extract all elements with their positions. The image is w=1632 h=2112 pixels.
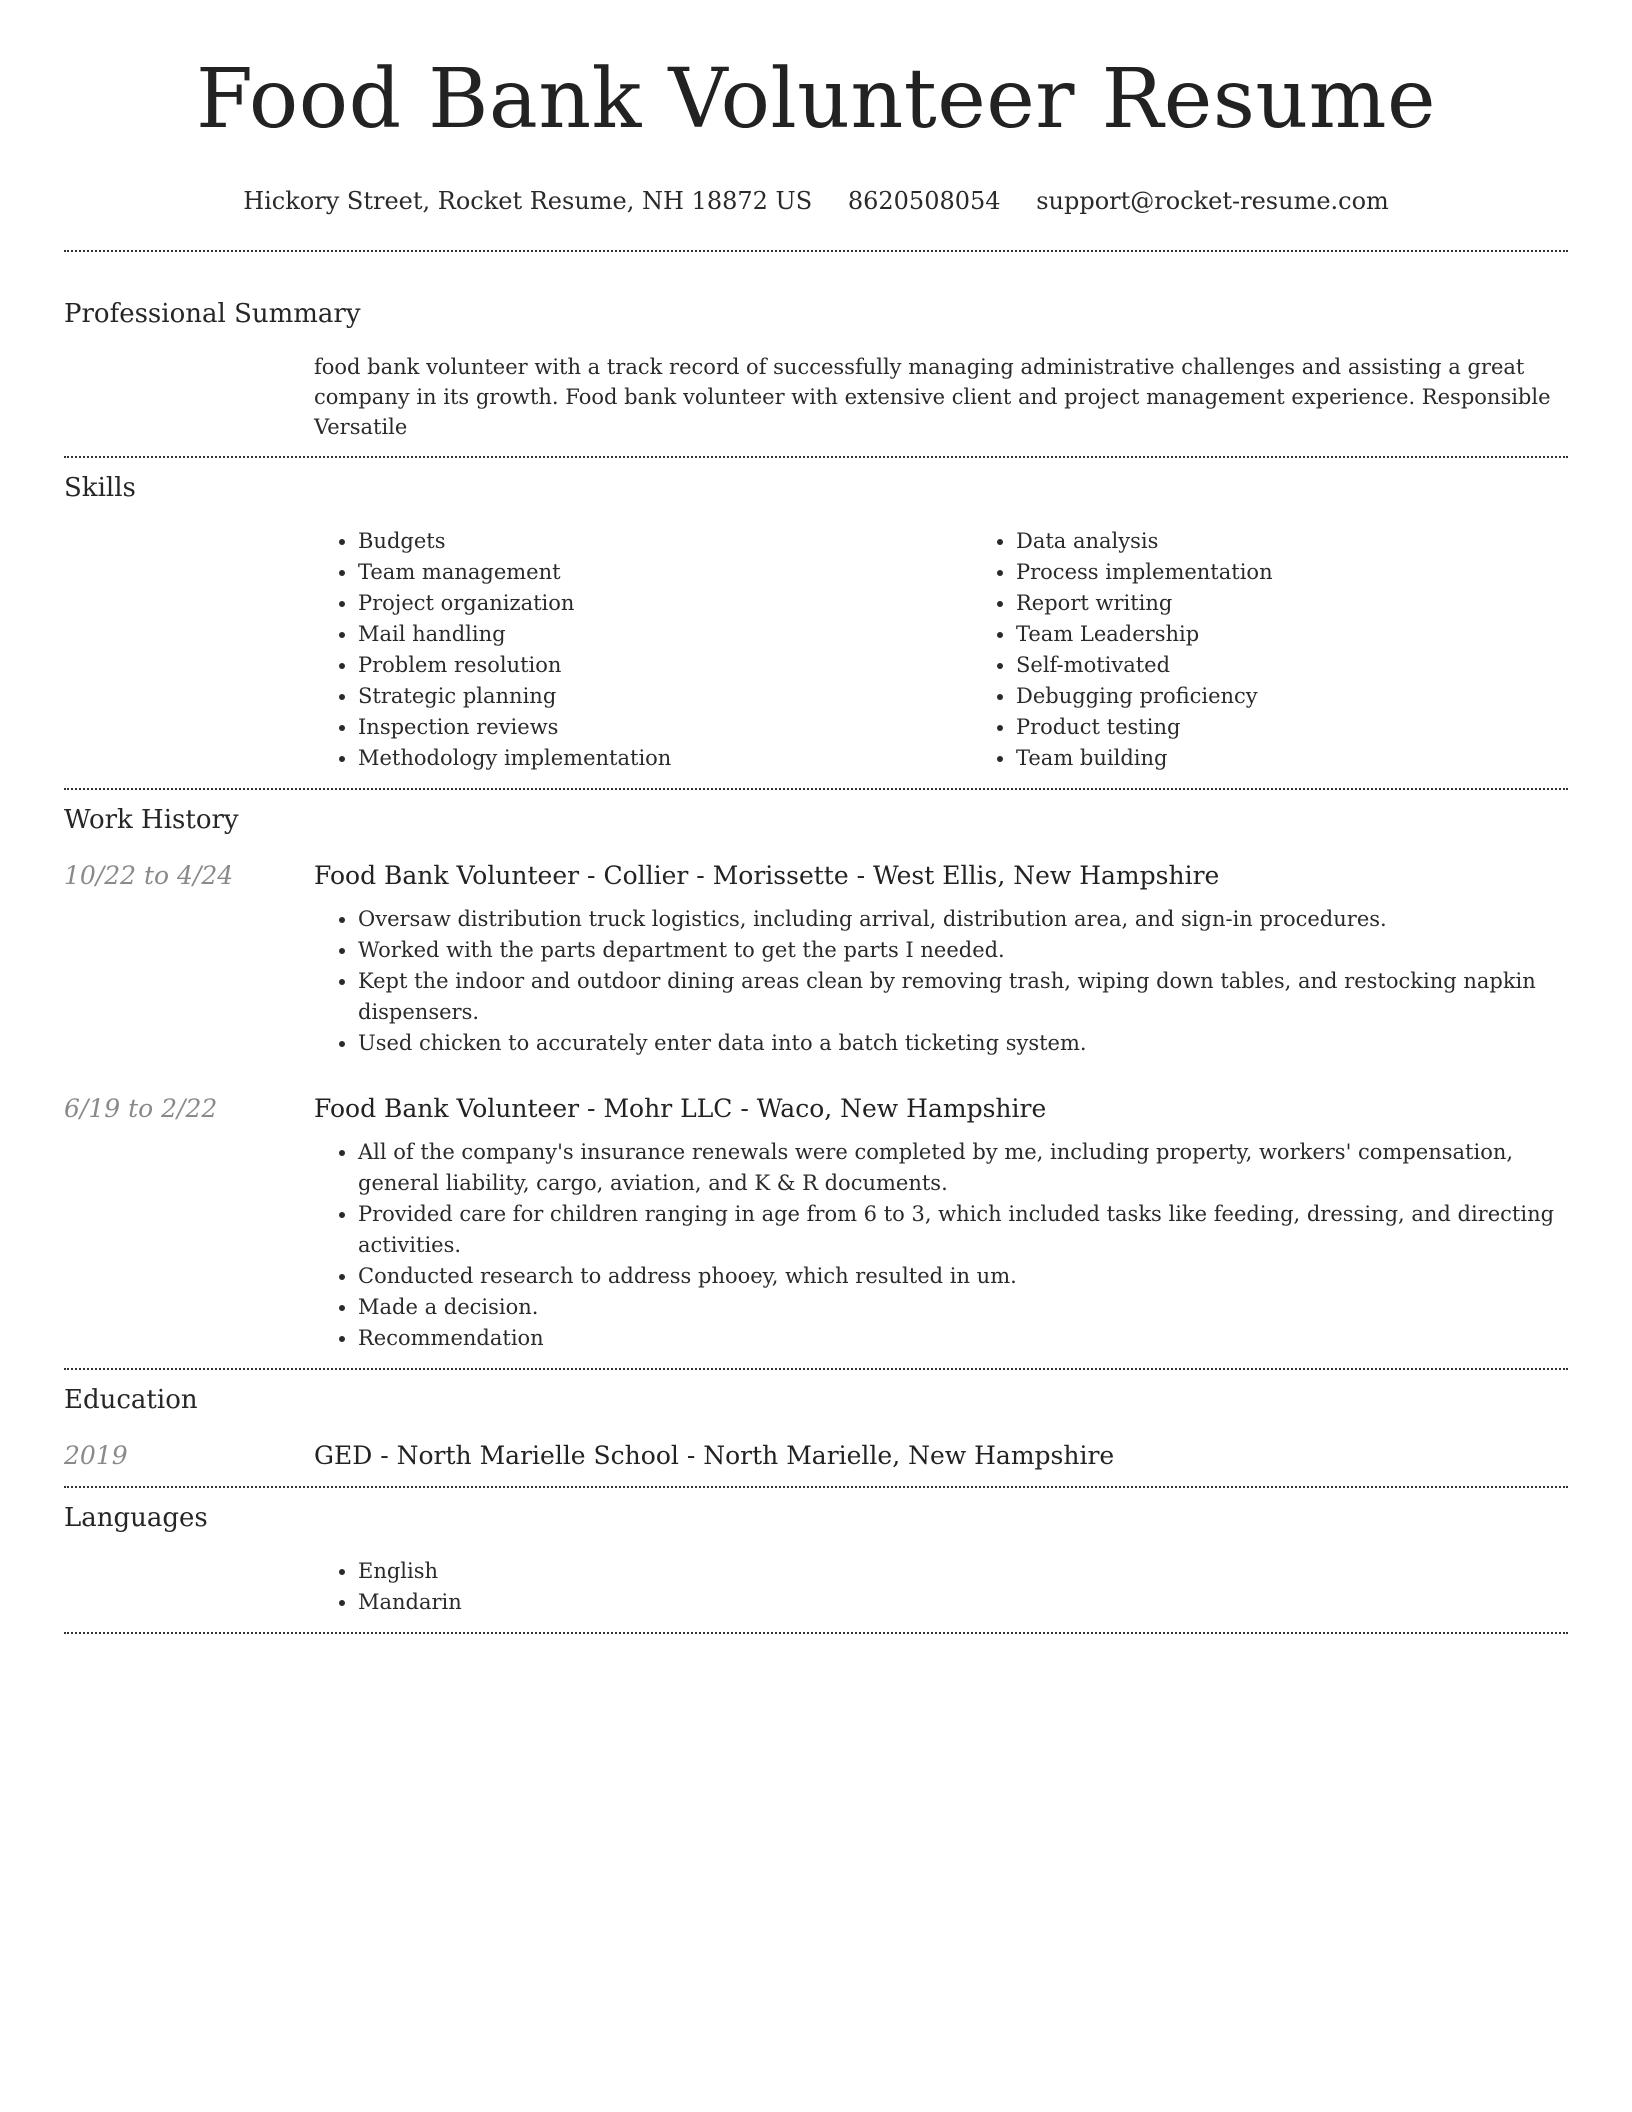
education-section — [64, 1370, 1568, 1486]
job-bullet: • Recommendation — [358, 1323, 1568, 1354]
job-bullets — [314, 904, 1568, 1059]
section-title-skills: Skills — [64, 473, 136, 503]
section-title-work: Work History — [64, 805, 239, 835]
job-bullet: • Kept the indoor and outdoor dining areas clean by removing trash, wiping down tables, and restocking napkin dispensers. — [358, 966, 1568, 1028]
skill-item: • Methodology implementation — [358, 743, 972, 774]
section-title-summary: Professional Summary — [64, 299, 361, 329]
job-dates: 10/22 to 4/24 — [64, 861, 234, 890]
job-bullet: • Conducted research to address phooey, which resulted in um. — [358, 1261, 1568, 1292]
resume-title: Food Bank Volunteer Resume — [195, 52, 1437, 147]
job-bullet: • Made a decision. — [358, 1292, 1568, 1323]
skill-item: • Product testing — [1016, 712, 1630, 743]
skill-item: • Team building — [1016, 743, 1630, 774]
contact-email: support@rocket-resume.com — [1036, 187, 1389, 215]
contact-phone: 8620508054 — [847, 187, 1001, 215]
summary-section — [64, 252, 1568, 456]
skill-item: • Self-motivated — [1016, 650, 1630, 681]
skills-section — [64, 458, 1568, 788]
languages-section — [64, 1488, 1568, 1632]
language-item: • Mandarin — [358, 1587, 1568, 1618]
contact-line — [64, 186, 1568, 216]
job-bullet: • Used chicken to accurately enter data into a batch ticketing system. — [358, 1028, 1568, 1059]
skill-item: • Mail handling — [358, 619, 972, 650]
section-title-education: Education — [64, 1385, 198, 1415]
section-title-languages: Languages — [64, 1503, 208, 1533]
divider — [64, 1632, 1568, 1634]
job-entry — [64, 1093, 1568, 1368]
skill-item: • Process implementation — [1016, 557, 1630, 588]
job-bullets — [314, 1137, 1568, 1354]
skill-item: • Project organization — [358, 588, 972, 619]
skill-item: • Strategic planning — [358, 681, 972, 712]
skills-list-left — [314, 526, 972, 774]
job-bullet: • All of the company's insurance renewals were completed by me, including property, workers' compensation, general liability, cargo, aviation, and K & R documents. — [358, 1137, 1568, 1199]
job-bullet: • Oversaw distribution truck logistics, including arrival, distribution area, and sign-in procedures. — [358, 904, 1568, 935]
skills-list-right — [972, 526, 1630, 774]
summary-text: food bank volunteer with a track record of successfully managing administrative challenges and assisting a great company in its growth. Food bank volunteer with extensive client and project management experience. Responsible Versatile — [314, 355, 1551, 439]
job-bullet: • Worked with the parts department to get the parts I needed. — [358, 935, 1568, 966]
skill-item: • Inspection reviews — [358, 712, 972, 743]
education-degree: GED - North Marielle School - North Marielle, New Hampshire — [314, 1441, 1115, 1470]
skill-item: • Team management — [358, 557, 972, 588]
work-history-section — [64, 790, 1568, 1368]
skill-item: • Report writing — [1016, 588, 1630, 619]
job-title: Food Bank Volunteer - Collier - Morissette - West Ellis, New Hampshire — [314, 861, 1220, 890]
job-title: Food Bank Volunteer - Mohr LLC - Waco, New Hampshire — [314, 1094, 1047, 1123]
job-dates: 6/19 to 2/22 — [64, 1094, 218, 1123]
job-entry — [64, 860, 1568, 1059]
skill-item: • Debugging proficiency — [1016, 681, 1630, 712]
skill-item: • Data analysis — [1016, 526, 1630, 557]
skill-item: • Problem resolution — [358, 650, 972, 681]
job-bullet: • Provided care for children ranging in age from 6 to 3, which included tasks like feeding, dressing, and directing activities. — [358, 1199, 1568, 1261]
skill-item: • Team Leadership — [1016, 619, 1630, 650]
education-entry — [64, 1440, 1568, 1486]
languages-list — [314, 1556, 1568, 1618]
education-year: 2019 — [64, 1441, 128, 1470]
contact-address: Hickory Street, Rocket Resume, NH 18872 US — [243, 187, 813, 215]
language-item: • English — [358, 1556, 1568, 1587]
skill-item: • Budgets — [358, 526, 972, 557]
